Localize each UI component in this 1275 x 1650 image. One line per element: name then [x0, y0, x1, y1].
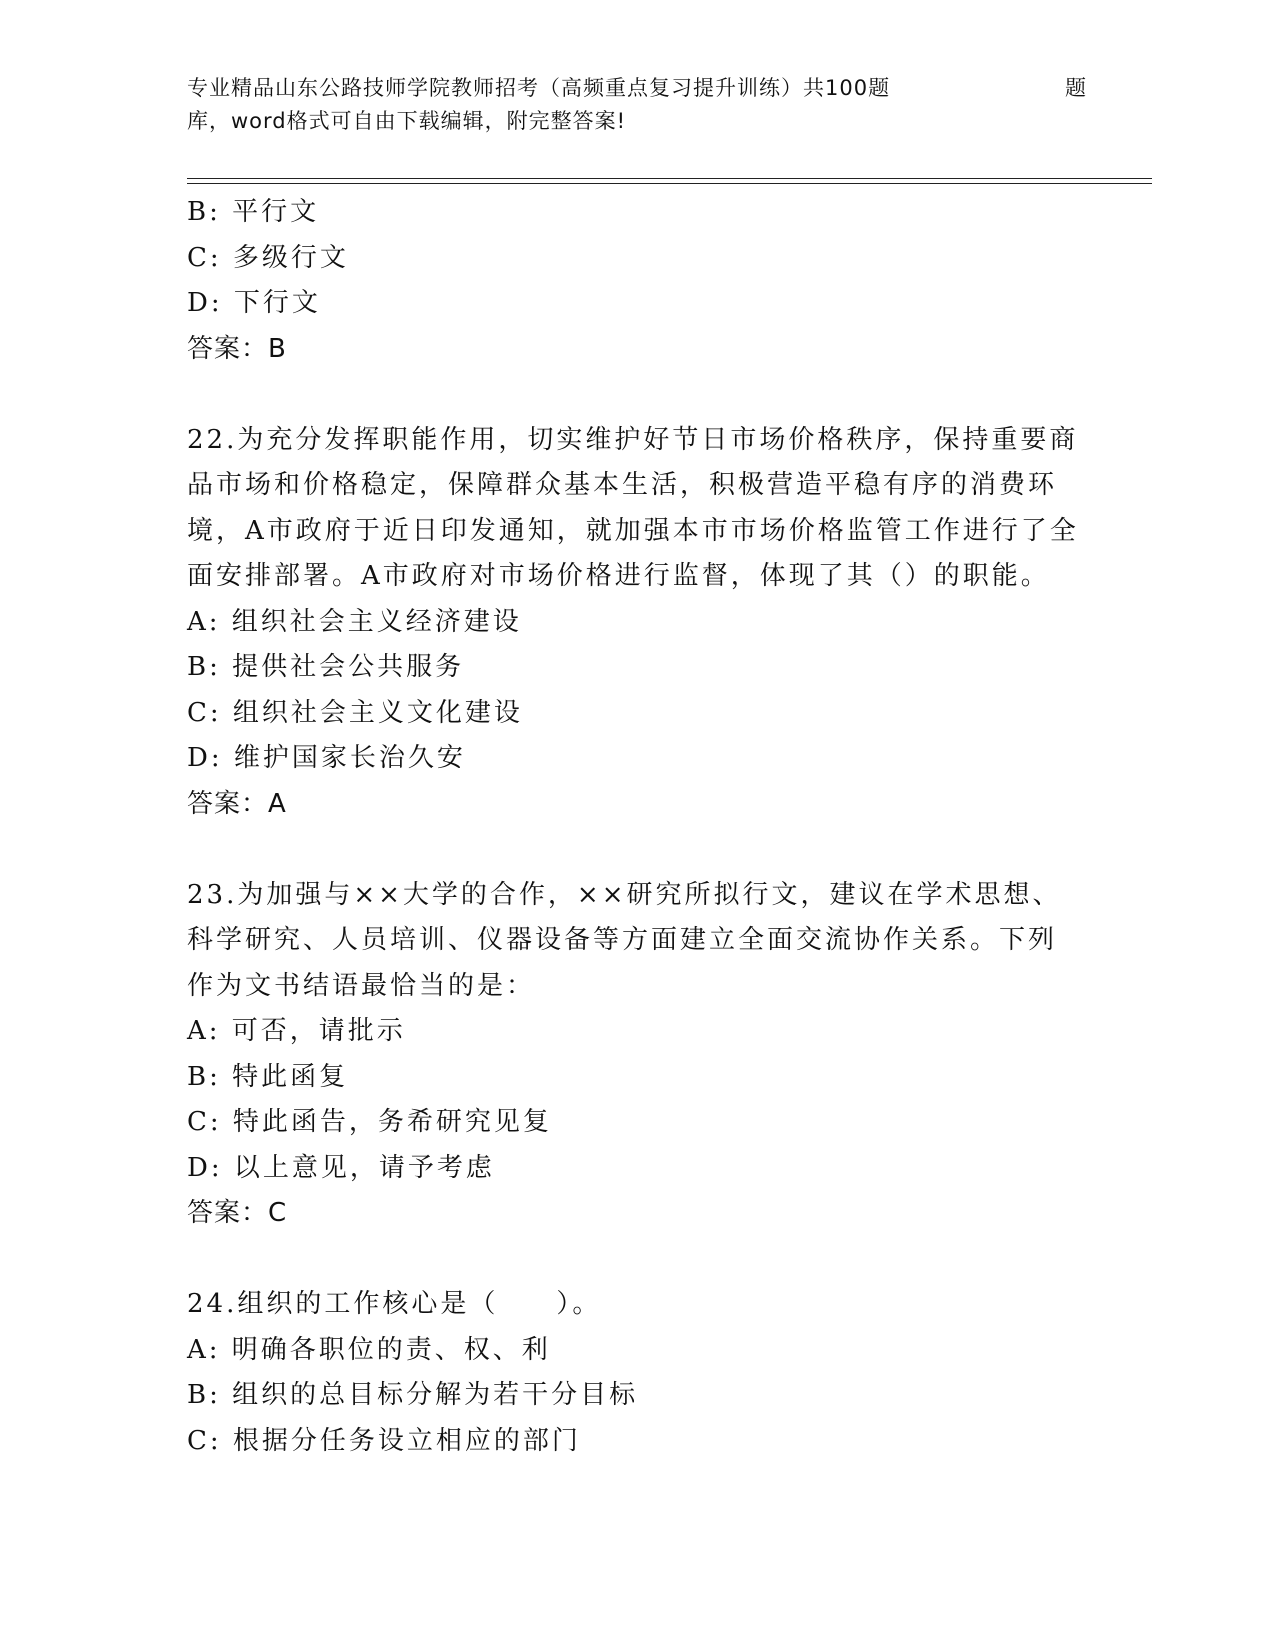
- page-header: [187, 72, 1087, 138]
- answer: 答案：A: [187, 788, 287, 819]
- option: A: 明确各职位的责、权、利: [187, 1334, 551, 1365]
- question-stem: 科学研究、人员培训、仪器设备等方面建立全面交流协作关系。下列: [187, 925, 1058, 955]
- question-stem: 24.组织的工作核心是（ ）。: [187, 1289, 602, 1319]
- header-line-1: [187, 72, 1087, 105]
- header-trailing: 题: [1065, 76, 1087, 100]
- question-content: [187, 190, 1087, 1464]
- header-line-2: 库，word格式可自由下载编辑，附完整答案!: [187, 109, 627, 133]
- question-23: [187, 873, 1087, 1237]
- question-stem: 22.为充分发挥职能作用，切实维护好节日市场价格秩序，保持重要商: [187, 424, 1079, 455]
- question-stem: 面安排部署。A市政府对市场价格进行监督，体现了其（）的职能。: [187, 561, 1050, 591]
- question-stem: 境，A市政府于近日印发通知，就加强本市市场价格监管工作进行了全: [187, 515, 1079, 546]
- question-partial: [187, 190, 1087, 372]
- answer: 答案：B: [187, 333, 287, 364]
- question-stem: 23.为加强与××大学的合作，××研究所拟行文，建议在学术思想、: [187, 879, 1062, 910]
- header-title: 专业精品山东公路技师学院教师招考（高频重点复习提升训练）共100题: [187, 76, 891, 100]
- header-divider-bottom: [187, 183, 1152, 184]
- header-divider-top: [187, 178, 1152, 179]
- option: D: 维护国家长治久安: [187, 743, 466, 773]
- option: B: 提供社会公共服务: [187, 652, 465, 682]
- option: D: 以上意见，请予考虑: [187, 1152, 495, 1183]
- option: B: 组织的总目标分解为若干分目标: [187, 1380, 639, 1410]
- question-stem: 品市场和价格稳定，保障群众基本生活，积极营造平稳有序的消费环: [187, 470, 1058, 500]
- option: C: 特此函告，务希研究见复: [187, 1107, 552, 1137]
- question-24: [187, 1282, 1087, 1464]
- option: D: 下行文: [187, 288, 321, 318]
- answer: 答案：C: [187, 1198, 288, 1228]
- option: C: 组织社会主义文化建设: [187, 697, 523, 728]
- question-22: [187, 418, 1087, 828]
- option: B: 平行文: [187, 197, 320, 227]
- option: C: 多级行文: [187, 242, 349, 273]
- option: A: 组织社会主义经济建设: [187, 606, 522, 637]
- option: B: 特此函复: [187, 1061, 349, 1092]
- option: A: 可否，请批示: [187, 1016, 406, 1046]
- option: C: 根据分任务设立相应的部门: [187, 1425, 581, 1456]
- question-stem: 作为文书结语最恰当的是：: [187, 970, 536, 1001]
